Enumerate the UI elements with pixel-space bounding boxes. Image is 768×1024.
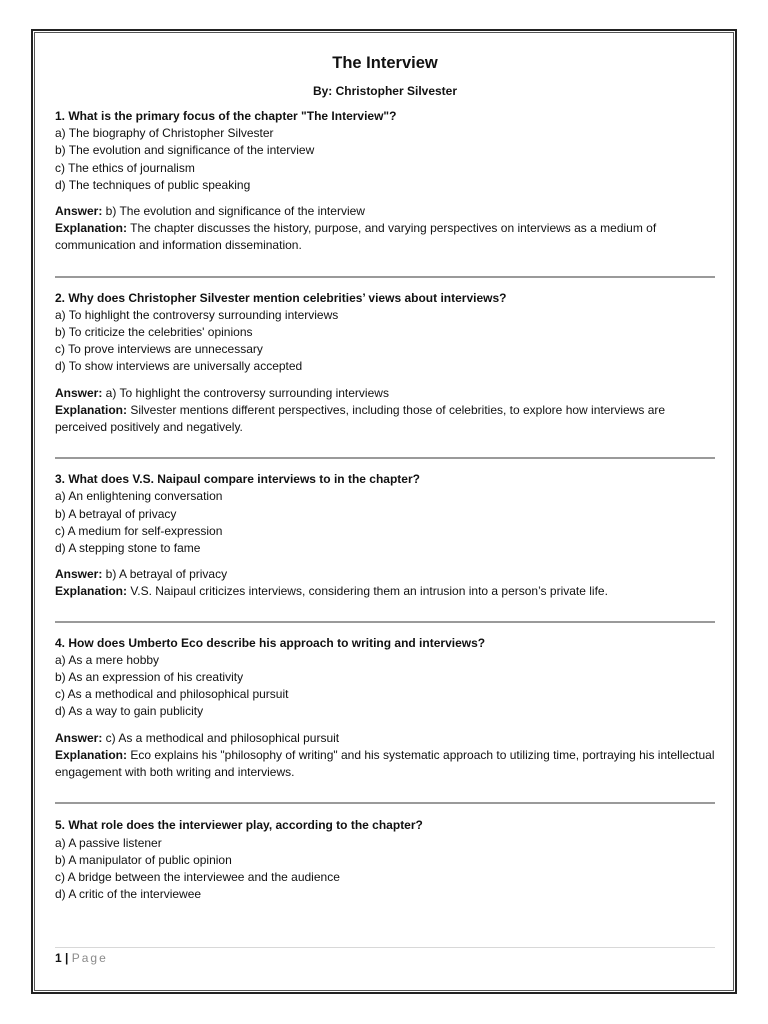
page-number: 1 xyxy=(55,951,62,965)
document-title: The Interview xyxy=(332,54,438,72)
option-a: a) To highlight the controversy surrounding interviews xyxy=(55,307,339,322)
page-label: Page xyxy=(71,951,108,965)
option-a: a) An enlightening conversation xyxy=(55,489,223,504)
footer-separator: | xyxy=(65,951,69,965)
explanation-text: Eco explains his "philosophy of writing" and his systematic approach to utilizing time, portraying his intellectual engagement with both writing and interviews. xyxy=(55,747,715,780)
answer-label: Answer: xyxy=(55,567,103,582)
section-divider xyxy=(55,621,715,623)
page-footer xyxy=(55,950,108,966)
explanation-text: Silvester mentions different perspectives, including those of celebrities, to explore how interviews are perceived positively and negatively. xyxy=(55,402,666,435)
section-divider xyxy=(55,457,715,459)
answer-text: b) A betrayal of privacy xyxy=(102,567,228,582)
option-b: b) To criticize the celebrities' opinions xyxy=(55,325,253,340)
option-a: a) As a mere hobby xyxy=(55,652,160,667)
option-c: c) To prove interviews are unnecessary xyxy=(55,342,263,357)
answer-label: Answer: xyxy=(55,204,103,219)
explanation-line xyxy=(55,220,715,254)
option-d: d) As a way to gain publicity xyxy=(55,704,204,719)
answer-line xyxy=(55,203,715,220)
option-c: c) A bridge between the interviewee and the audience xyxy=(55,869,340,884)
question-text: 1. What is the primary focus of the chapter "The Interview"? xyxy=(55,109,397,123)
section-divider xyxy=(55,802,715,804)
explanation-line xyxy=(55,747,715,781)
option-d: d) A stepping stone to fame xyxy=(55,541,201,556)
explanation-label: Explanation: xyxy=(55,221,128,236)
question-text: 2. Why does Christopher Silvester mention celebrities’ views about interviews? xyxy=(55,290,507,305)
question-2 xyxy=(55,290,715,437)
answer-label: Answer: xyxy=(55,385,103,400)
explanation-label: Explanation: xyxy=(55,584,128,599)
option-a: a) A passive listener xyxy=(55,835,162,850)
option-b: b) A betrayal of privacy xyxy=(55,506,177,521)
document-author: By: Christopher Silvester xyxy=(312,84,458,98)
question-text: 5. What role does the interviewer play, according to the chapter? xyxy=(55,818,423,833)
question-text: 3. What does V.S. Naipaul compare interviews to in the chapter? xyxy=(55,472,420,487)
answer-text: a) To highlight the controversy surrounding interviews xyxy=(102,385,389,400)
option-a: a) The biography of Christopher Silvester xyxy=(55,126,274,141)
explanation-label: Explanation: xyxy=(55,402,128,417)
question-5 xyxy=(55,817,715,903)
option-d: d) A critic of the interviewee xyxy=(55,887,202,902)
option-c: c) A medium for self-expression xyxy=(55,523,223,538)
answer-label: Answer: xyxy=(55,730,103,745)
question-3 xyxy=(55,471,715,600)
document-content xyxy=(55,46,715,903)
option-d: d) The techniques of public speaking xyxy=(55,177,251,192)
footer-divider xyxy=(55,947,715,948)
question-4 xyxy=(55,635,715,782)
option-c: c) As a methodical and philosophical pursuit xyxy=(55,687,289,702)
answer-line xyxy=(55,385,715,402)
section-divider xyxy=(55,276,715,278)
option-d: d) To show interviews are universally accepted xyxy=(55,359,303,374)
answer-line xyxy=(55,566,715,583)
answer-text: b) The evolution and significance of the interview xyxy=(102,204,365,219)
option-c: c) The ethics of journalism xyxy=(55,160,195,175)
explanation-text: The chapter discusses the history, purpose, and varying perspectives on interviews as a medium of communication and information dissemination. xyxy=(55,221,657,253)
answer-line xyxy=(55,730,715,747)
answer-text: c) As a methodical and philosophical pursuit xyxy=(102,730,340,745)
question-1 xyxy=(55,108,715,255)
explanation-line xyxy=(55,402,715,436)
option-b: b) As an expression of his creativity xyxy=(55,670,244,685)
explanation-text: V.S. Naipaul criticizes interviews, considering them an intrusion into a person’s private life. xyxy=(127,584,608,599)
option-b: b) The evolution and significance of the interview xyxy=(55,143,315,158)
option-b: b) A manipulator of public opinion xyxy=(55,852,232,867)
explanation-line xyxy=(55,583,715,600)
question-text: 4. How does Umberto Eco describe his approach to writing and interviews? xyxy=(55,635,486,650)
explanation-label: Explanation: xyxy=(55,747,128,762)
